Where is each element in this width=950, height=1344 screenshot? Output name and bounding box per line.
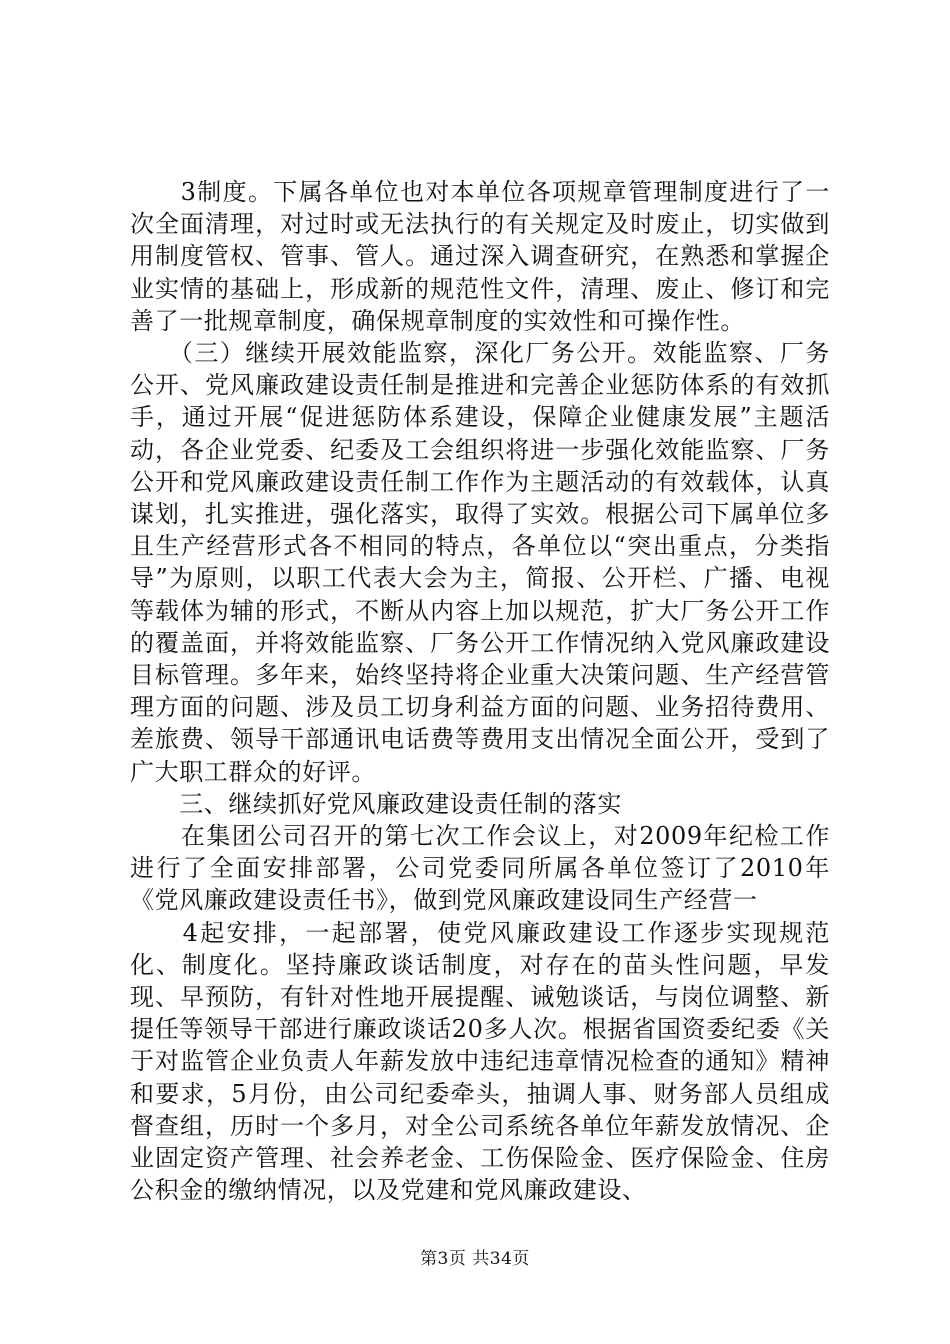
page-footer xyxy=(0,1244,950,1269)
paragraph-item-4-arrangement: 4起安排，一起部署，使党风廉政建设工作逐步实现规范化、制度化。坚持廉政谈话制度，对存在的苗头性问题，早发现、早预防，有针对性地开展提醒、诫勉谈话，与岗位调整、新提任等领导干部进行廉政谈话20多人次。根据省国资委纪委《关于对监管企业负责人年薪发放中违纪违章情况检查的通知》精神和要求，5月份，由公司纪委牵头，抽调人事、财务部人员组成督查组，历时一个多月，对全公司系统各单位年薪发放情况、企业固定资产管理、社会养老金、工伤保险金、医疗保险金、住房公积金的缴纳情况，以及党建和党风廉政建设、 xyxy=(130,918,830,1205)
section-heading-responsibility-system: 三、继续抓好党风廉政建设责任制的落实 xyxy=(130,789,622,818)
paragraph-section-3-efficiency-supervision: （三）继续开展效能监察，深化厂务公开。效能监察、厂务公开、党风廉政建设责任制是推进和完善企业惩防体系的有效抓手，通过开展“促进惩防体系建设，保障企业健康发展”主题活动，各企业党委、纪委及工会组织将进一步强化效能监察、厂务公开和党风廉政建设责任制工作作为主题活动的有效载体，认真谋划，扎实推进，强化落实，取得了实效。根据公司下属单位多且生产经营形式各不相同的特点，各单位以“突出重点，分类指导”为原则，以职工代表大会为主，简报、公开栏、广播、电视等载体为辅的形式，不断从内容上加以规范，扩大厂务公开工作的覆盖面，并将效能监察、厂务公开工作情况纳入党风廉政建设目标管理。多年来，始终坚持将企业重大决策问题、生产经营管理方面的问题、涉及员工切身利益方面的问题、业务招待费用、差旅费、领导干部通讯电话费等费用支出情况全面公开，受到了广大职工群众的好评。 xyxy=(130,339,830,786)
body-text xyxy=(130,176,830,1207)
page-number: 第3页 共34页 xyxy=(420,1249,530,1269)
paragraph-item-3-regulations: 3制度。下属各单位也对本单位各项规章管理制度进行了一次全面清理，对过时或无法执行的有关规定及时废止，切实做到用制度管权、管事、管人。通过深入调查研究，在熟悉和掌握企业实情的基础上，形成新的规范性文件，清理、废止、修订和完善了一批规章制度，确保规章制度的实效性和可操作性。 xyxy=(130,178,830,335)
paragraph-group-work-meeting: 在集团公司召开的第七次工作会议上，对2009年纪检工作进行了全面安排部署，公司党委同所属各单位签订了2010年《党风廉政建设责任书》，做到党风廉政建设同生产经营一 xyxy=(130,822,830,915)
